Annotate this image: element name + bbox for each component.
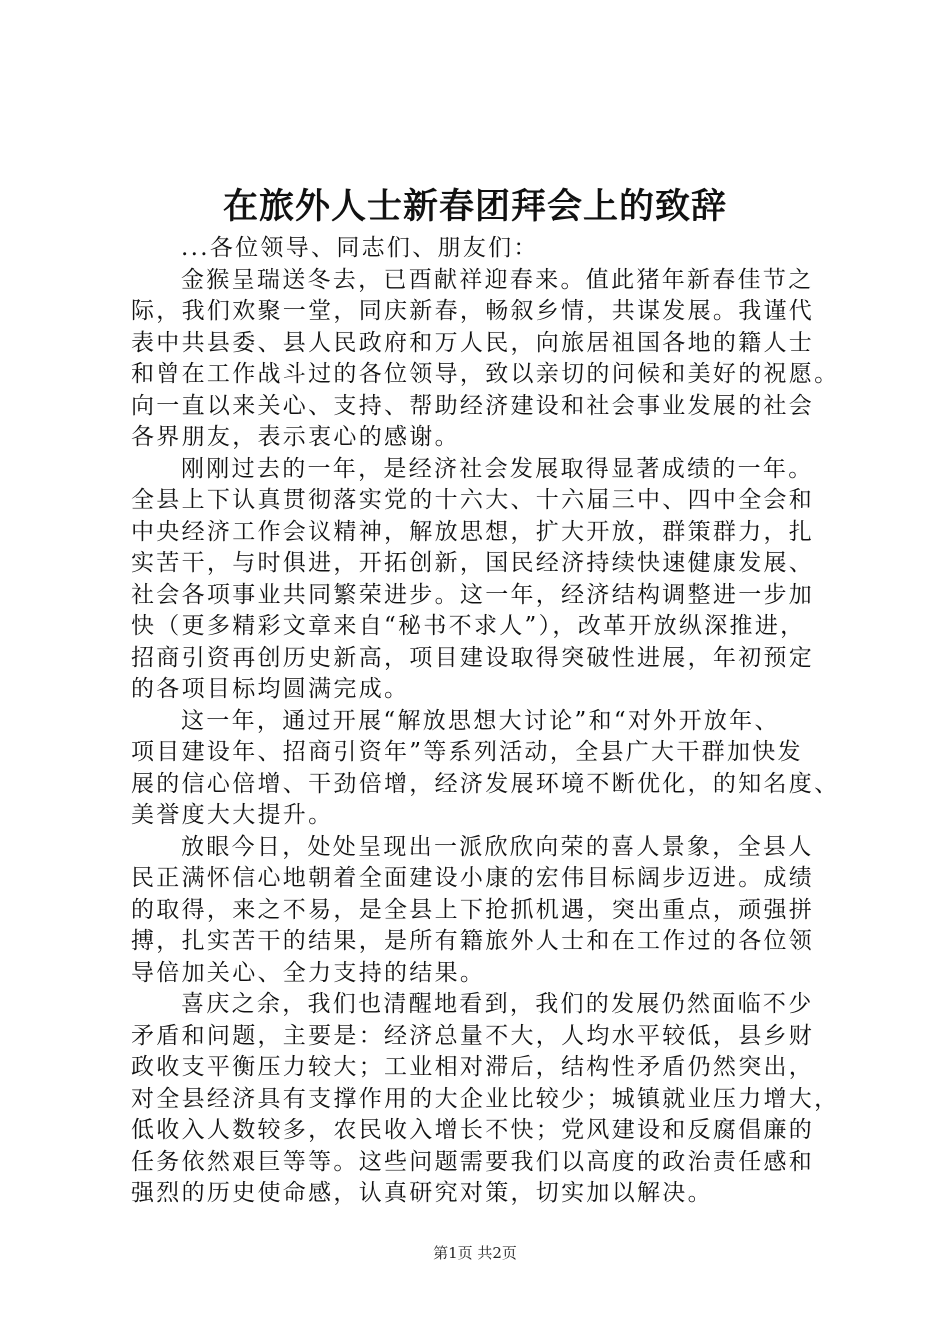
paragraph-line: 导倍加关心、全力支持的结果。 [131,959,486,986]
paragraph-line: 任务依然艰巨等等。这些问题需要我们以高度的政治责任感和 [131,1148,815,1175]
paragraph-line: 喜庆之余，我们也清醒地看到，我们的发展仍然面临不少 [181,991,814,1017]
paragraph-line: 金猴呈瑞送冬去，已酉献祥迎春来。值此猪年新春佳节之 [181,266,814,293]
paragraph-line: 向一直以来关心、支持、帮助经济建设和社会事业发展的社会 [131,392,815,419]
paragraph-line: 美誉度大大提升。 [131,802,334,828]
paragraph-line: 项目建设年、招商引资年”等系列活动，全县广大干群加快发 [131,739,803,765]
paragraph-line: 实苦干，与时俱进，开拓创新，国民经济持续快速健康发展、 [131,550,815,576]
paragraph-line: 强烈的历史使命感，认真研究对策，切实加以解决。 [131,1180,713,1206]
paragraph-line: 中央经济工作会议精神，解放思想，扩大开放，群策群力，扎 [131,518,815,545]
paragraph-line: 搏，扎实苦干的结果，是所有籍旅外人士和在工作过的各位领 [131,928,815,954]
paragraph-line: 放眼今日，处处呈现出一派欣欣向荣的喜人景象，全县人 [181,833,814,860]
paragraph-line: 际，我们欢聚一堂，同庆新春，畅叙乡情，共谋发展。我谨代 [131,298,815,324]
paragraph-line: 和曾在工作战斗过的各位领导，致以亲切的问候和美好的祝愿。 [131,361,840,387]
paragraph-line: 的各项目标均圆满完成。 [131,676,410,702]
paragraph-line: 这一年，通过开展“解放思想大讨论”和“对外开放年、 [181,707,780,734]
paragraph-line: 对全县经济具有支撑作用的大企业比较少；城镇就业压力增大， [131,1085,840,1112]
paragraph-line: 展的信心倍增、干劲倍增，经济发展环境不断优化，的知名度、 [131,770,840,797]
paragraph-line: 政收支平衡压力较大；工业相对滞后，结构性矛盾仍然突出， [131,1054,815,1080]
paragraph-line: 全县上下认真贯彻落实党的十六大、十六届三中、四中全会和 [131,487,815,513]
document-title: 在旅外人士新春团拜会上的致辞 [222,186,727,227]
paragraph-line: 社会各项事业共同繁荣进步。这一年，经济结构调整进一步加 [131,581,815,608]
salutation-line: ...各位领导、同志们、朋友们： [181,235,539,261]
paragraph-line: 矛盾和问题，主要是：经济总量不大，人均水平较低，县乡财 [131,1022,815,1049]
paragraph-line: 刚刚过去的一年，是经济社会发展取得显著成绩的一年。 [181,455,814,482]
paragraph-line: 快（更多精彩文章来自“秘书不求人”），改革开放纵深推进， [131,613,806,639]
document-body [131,233,849,1210]
paragraph-line: 低收入人数较多，农民收入增长不快；党风建设和反腐倡廉的 [131,1117,815,1143]
paragraph-line: 表中共县委、县人民政府和万人民，向旅居祖国各地的籍人士 [131,329,815,356]
paragraph-line: 各界朋友，表示衷心的感谢。 [131,424,460,450]
page-indicator: 第1页 共2页 [433,1244,517,1262]
paragraph-line: 民正满怀信心地朝着全面建设小康的宏伟目标阔步迈进。成绩 [131,865,815,891]
paragraph-line: 招商引资再创历史新高，项目建设取得突破性进展，年初预定 [131,644,815,671]
paragraph-line: 的取得，来之不易，是全县上下抢抓机遇，突出重点，顽强拼 [131,896,815,923]
